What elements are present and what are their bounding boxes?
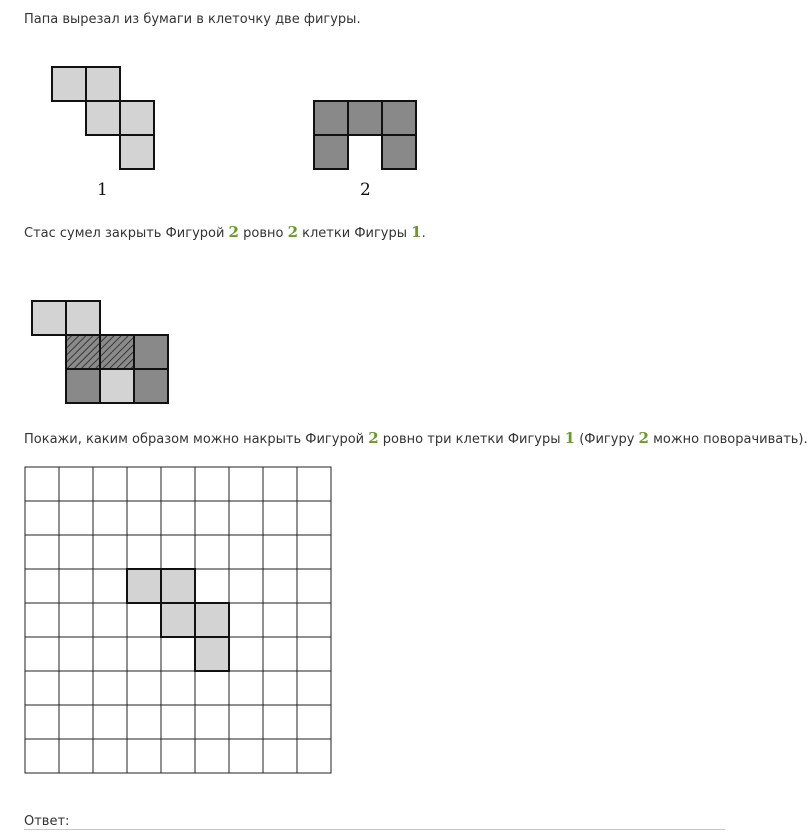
- grid-cell[interactable]: [297, 671, 331, 705]
- overlap-light-cell: [66, 301, 100, 335]
- overlap-hatched-cell: [66, 335, 100, 369]
- grid-cell[interactable]: [127, 535, 161, 569]
- grid-cell[interactable]: [263, 705, 297, 739]
- grid-cell[interactable]: [263, 501, 297, 535]
- answer-input-line[interactable]: [24, 829, 725, 830]
- overlap-dark-cell: [66, 369, 100, 403]
- answer-grid[interactable]: [24, 466, 334, 776]
- grid-cell[interactable]: [93, 569, 127, 603]
- grid-cell[interactable]: [195, 569, 229, 603]
- grid-cell[interactable]: [59, 739, 93, 773]
- grid-cell[interactable]: [127, 467, 161, 501]
- figure-1-cell: [120, 135, 154, 169]
- grid-cell[interactable]: [297, 569, 331, 603]
- example-number: 2: [228, 223, 239, 241]
- example-text-part: .: [421, 226, 426, 241]
- grid-cell[interactable]: [25, 603, 59, 637]
- grid-cell[interactable]: [161, 705, 195, 739]
- grid-cell[interactable]: [25, 705, 59, 739]
- grid-cell[interactable]: [229, 603, 263, 637]
- grid-cell[interactable]: [59, 501, 93, 535]
- grid-cell[interactable]: [229, 467, 263, 501]
- grid-cell[interactable]: [25, 501, 59, 535]
- task-text: [24, 429, 808, 449]
- grid-cell[interactable]: [263, 603, 297, 637]
- grid-cell[interactable]: [297, 535, 331, 569]
- intro-text: [24, 11, 361, 29]
- grid-cell[interactable]: [93, 671, 127, 705]
- grid-cell[interactable]: [25, 739, 59, 773]
- grid-cell[interactable]: [59, 603, 93, 637]
- grid-cell[interactable]: [161, 467, 195, 501]
- grid-figure-1-cell: [127, 569, 161, 603]
- figure-2: [312, 99, 422, 175]
- task-text-part: можно поворачивать).: [648, 432, 808, 447]
- intro-text-content: Папа вырезал из бумаги в клеточку две фигуры.: [24, 12, 361, 27]
- figure-1-cell: [86, 67, 120, 101]
- grid-cell[interactable]: [161, 535, 195, 569]
- figure-1-cell: [120, 101, 154, 135]
- answer-label: Ответ:: [24, 814, 70, 829]
- example-number: 1: [411, 223, 422, 241]
- grid-cell[interactable]: [229, 739, 263, 773]
- example-text-part: ровно: [238, 226, 288, 241]
- grid-cell[interactable]: [127, 705, 161, 739]
- grid-cell[interactable]: [297, 637, 331, 671]
- grid-cell[interactable]: [161, 739, 195, 773]
- grid-cell[interactable]: [195, 739, 229, 773]
- grid-cell[interactable]: [25, 569, 59, 603]
- grid-cell[interactable]: [59, 705, 93, 739]
- grid-cell[interactable]: [127, 603, 161, 637]
- grid-cell[interactable]: [93, 705, 127, 739]
- grid-cell[interactable]: [229, 535, 263, 569]
- grid-cell[interactable]: [93, 535, 127, 569]
- grid-cell[interactable]: [127, 501, 161, 535]
- grid-cell[interactable]: [25, 637, 59, 671]
- grid-cell[interactable]: [161, 637, 195, 671]
- grid-cell[interactable]: [93, 739, 127, 773]
- figure-2-cell: [314, 135, 348, 169]
- grid-cell[interactable]: [229, 637, 263, 671]
- grid-cell[interactable]: [161, 501, 195, 535]
- task-number: 2: [368, 429, 379, 447]
- task-text-part: (Фигуру: [575, 432, 639, 447]
- grid-cell[interactable]: [297, 467, 331, 501]
- overlap-dark-cell: [134, 335, 168, 369]
- grid-cell[interactable]: [195, 705, 229, 739]
- grid-cell[interactable]: [25, 467, 59, 501]
- task-number: 1: [564, 429, 576, 447]
- grid-cell[interactable]: [263, 569, 297, 603]
- figure-1-cell: [52, 67, 86, 101]
- grid-cell[interactable]: [59, 535, 93, 569]
- grid-cell[interactable]: [93, 637, 127, 671]
- grid-cell[interactable]: [59, 569, 93, 603]
- grid-cell[interactable]: [59, 671, 93, 705]
- overlap-example: [30, 299, 175, 409]
- figure-1-label: 1: [97, 180, 108, 200]
- grid-cell[interactable]: [127, 671, 161, 705]
- example-text-part: Стас сумел закрыть Фигурой: [24, 226, 229, 241]
- grid-figure-1-cell: [161, 603, 195, 637]
- grid-figure-1-cell: [195, 637, 229, 671]
- grid-cell[interactable]: [263, 467, 297, 501]
- grid-cell[interactable]: [229, 671, 263, 705]
- grid-cell[interactable]: [263, 671, 297, 705]
- grid-cell[interactable]: [161, 671, 195, 705]
- example-text-part: клетки Фигуры: [298, 226, 412, 241]
- grid-cell[interactable]: [93, 501, 127, 535]
- figure-2-cell: [382, 135, 416, 169]
- grid-cell[interactable]: [263, 535, 297, 569]
- grid-cell[interactable]: [195, 535, 229, 569]
- grid-cell[interactable]: [229, 705, 263, 739]
- grid-cell[interactable]: [297, 501, 331, 535]
- task-text-part: ровно три клетки Фигуры: [378, 432, 565, 447]
- grid-cell[interactable]: [297, 603, 331, 637]
- example-number: 2: [287, 223, 299, 241]
- grid-cell[interactable]: [59, 467, 93, 501]
- figure-2-label: 2: [360, 180, 371, 200]
- grid-cell[interactable]: [93, 467, 127, 501]
- grid-cell[interactable]: [263, 739, 297, 773]
- grid-cell[interactable]: [25, 535, 59, 569]
- grid-cell[interactable]: [263, 637, 297, 671]
- task-text-part: Покажи, каким образом можно накрыть Фигурой: [24, 432, 369, 447]
- grid-cell[interactable]: [297, 705, 331, 739]
- task-number: 2: [638, 429, 649, 447]
- figure-2-cell: [314, 101, 348, 135]
- grid-cell[interactable]: [297, 739, 331, 773]
- figure-2-cell: [348, 101, 382, 135]
- grid-cell[interactable]: [127, 739, 161, 773]
- figure-1: [50, 65, 160, 175]
- grid-cell[interactable]: [127, 637, 161, 671]
- grid-cell[interactable]: [93, 603, 127, 637]
- grid-figure-1-cell: [161, 569, 195, 603]
- grid-cell[interactable]: [229, 569, 263, 603]
- example-text: [24, 223, 426, 243]
- overlap-dark-cell: [134, 369, 168, 403]
- grid-figure-1-cell: [195, 603, 229, 637]
- overlap-light-cell: [100, 369, 134, 403]
- grid-cell[interactable]: [25, 671, 59, 705]
- figure-2-cell: [382, 101, 416, 135]
- grid-cell[interactable]: [59, 637, 93, 671]
- grid-cell[interactable]: [229, 501, 263, 535]
- overlap-hatched-cell: [100, 335, 134, 369]
- grid-cell[interactable]: [195, 671, 229, 705]
- grid-cell[interactable]: [195, 501, 229, 535]
- figure-1-cell: [86, 101, 120, 135]
- grid-cell[interactable]: [195, 467, 229, 501]
- overlap-light-cell: [32, 301, 66, 335]
